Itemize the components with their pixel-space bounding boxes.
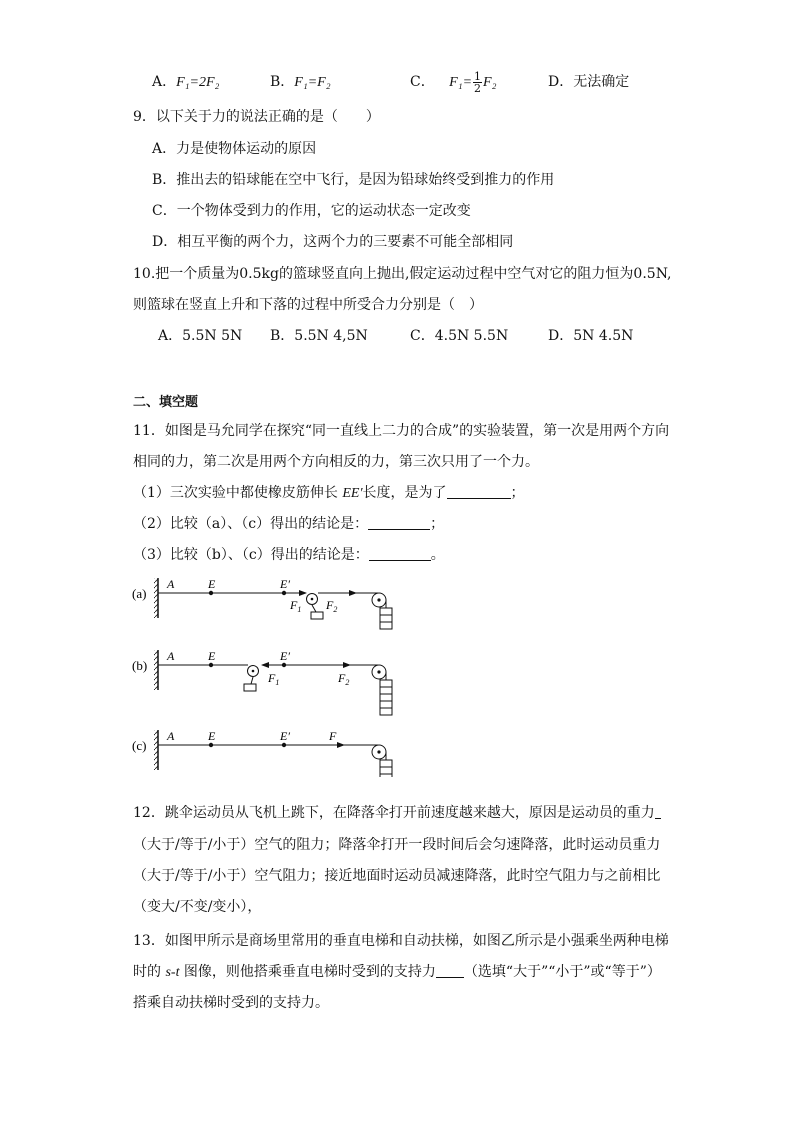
q12-line2: （大于/等于/小于）空气的阻力；降落伞打开一段时间后会匀速降落，此时运动员重力 — [133, 837, 661, 853]
q13-text: 时的 — [133, 964, 166, 980]
q13-line2 — [133, 962, 661, 983]
weight-block — [380, 708, 392, 715]
q10-stem-line1: 10.把一个质量为0.5kg的篮球竖直向上抛出,假定运动过程中空气对它的阻力恒为0.5N, — [133, 266, 672, 282]
formula: F₂ — [483, 75, 497, 90]
q10-option-b: B．5.5N 4,5N — [270, 328, 368, 344]
q11-sub2 — [133, 514, 444, 534]
q12-line3: （大于/等于/小于）空气阻力；接近地面时运动员减速降落，此时空气阻力与之前相比 — [133, 868, 661, 884]
sub-text: （1）三次实验中都使橡皮筋伸长 — [133, 485, 343, 501]
q10-stem-line2: 则篮球在竖直上升和下落的过程中所受合力分别是（ ） — [133, 297, 483, 313]
q13-line1: 13．如图甲所示是商场里常用的垂直电梯和自动扶梯，如图乙所示是小强乘坐两种电梯 — [133, 933, 669, 949]
option-label: C． — [410, 74, 435, 90]
formula: F₁=2F₂ — [176, 75, 220, 90]
q11-stem-line1: 11．如图是马允同学在探究“同一直线上二力的合成”的实验装置，第一次是用两个方向 — [133, 423, 670, 439]
point-e-prime: E′ — [280, 729, 290, 743]
pulley-axle — [377, 670, 380, 673]
pulley-axle — [377, 750, 380, 753]
q9-stem: 9．以下关于力的说法正确的是（ ） — [133, 109, 380, 125]
point-e: E — [208, 577, 216, 591]
point-e: E — [208, 729, 216, 743]
punct: 。 — [430, 547, 445, 563]
punct: ； — [510, 485, 525, 501]
weight-block — [244, 684, 256, 691]
answer-blank[interactable] — [655, 804, 661, 819]
point-e-prime: E′ — [280, 649, 290, 663]
q11-stem-line2: 相同的力，第二次是用两个方向相反的力，第三次只用了一个力。 — [133, 454, 539, 470]
pulley-axle — [311, 598, 314, 601]
option-text: 无法确定 — [573, 74, 630, 90]
fraction — [473, 71, 482, 94]
weight-block — [380, 701, 392, 708]
option-label: B． — [270, 74, 295, 90]
q9-option-c: C．一个物体受到力的作用，它的运动状态一定改变 — [152, 203, 471, 219]
answer-blank[interactable] — [436, 963, 464, 978]
hook — [312, 605, 316, 612]
q13-text: 图像，则他搭乘垂直电梯时受到的支持力 — [179, 964, 436, 980]
q9-option-a: A．力是使物体运动的原因 — [152, 141, 317, 157]
sub-text: （3）比较（b）、（c）得出的结论是： — [133, 547, 369, 563]
q12-text: 12．跳伞运动员从飞机上跳下，在降落伞打开前速度越来越大，原因是运动员的重力 — [133, 805, 655, 821]
weight-block — [380, 767, 392, 774]
option-label: D． — [548, 74, 574, 90]
q8-option-a — [152, 72, 219, 93]
punct: ； — [430, 516, 445, 532]
figure-b — [132, 649, 392, 715]
point-e-dot — [209, 743, 213, 747]
answer-blank[interactable] — [447, 484, 511, 499]
sub-text: 长度，是为了 — [362, 485, 447, 501]
answer-blank[interactable] — [369, 546, 431, 561]
pulley-axle — [377, 598, 380, 601]
q9-option-d: D．相互平衡的两个力，这两个力的三要素不可能全部相同 — [152, 234, 514, 250]
point-e-prime: E′ — [280, 577, 290, 591]
weight-block — [380, 622, 392, 629]
variable: s-t — [165, 965, 180, 980]
weight-block — [380, 608, 392, 615]
q10-option-c: C．4.5N 5.5N — [410, 328, 509, 344]
label-f2: $F_2$ — [326, 598, 338, 614]
q11-sub3 — [133, 545, 445, 565]
weight-block — [380, 680, 392, 687]
label-f: F — [329, 729, 337, 743]
formula: F₁= — [449, 75, 473, 90]
variable: EE′ — [342, 486, 363, 501]
weight-block — [380, 774, 392, 777]
q10-option-a: A．5.5N 5N — [158, 328, 243, 344]
figure-c — [132, 729, 392, 777]
force-experiment-figure — [130, 572, 410, 777]
point-a: A — [167, 577, 175, 591]
section-title: 二、填空题 — [133, 395, 199, 410]
point-a: A — [167, 729, 175, 743]
pulley-axle — [252, 670, 255, 673]
label-f1: $F_1$ — [268, 671, 280, 687]
answer-blank[interactable] — [368, 515, 430, 530]
formula: F₁=F₂ — [294, 75, 331, 90]
q8-option-d — [548, 72, 629, 92]
point-a: A — [167, 649, 175, 663]
point-e: E — [208, 649, 216, 663]
weight-block — [380, 760, 392, 767]
weight-block — [380, 694, 392, 701]
q10-option-d: D．5N 4.5N — [548, 328, 634, 344]
q12-line4: （变大/不变/变小）， — [133, 899, 262, 915]
figure-a-label: (a) — [132, 586, 147, 601]
option-label: A． — [152, 74, 177, 90]
q11-sub1 — [133, 483, 525, 504]
figure-b-label: (b) — [132, 658, 148, 673]
sub-text: （2）比较（a）、（c）得出的结论是： — [133, 516, 369, 532]
denominator: 2 — [474, 81, 482, 95]
q13-line3: 搭乘自动扶梯时受到的支持力。 — [133, 995, 329, 1011]
weight-block — [380, 687, 392, 694]
q13-text: （选填“大于”“小于”或“等于”） — [463, 964, 661, 980]
weight-block — [380, 615, 392, 622]
numerator: 1 — [474, 69, 482, 83]
q8-option-c — [410, 68, 496, 97]
q9-option-b: B．推出去的铅球能在空中飞行，是因为铅球始终受到推力的作用 — [152, 172, 555, 188]
q12-line1 — [133, 803, 661, 823]
label-f2: $F_2$ — [338, 671, 350, 687]
label-f1: $F_1$ — [290, 598, 302, 614]
figure-a — [132, 577, 392, 629]
point-e-dot — [209, 663, 213, 667]
point-e-dot — [209, 591, 213, 595]
q8-option-b — [270, 72, 331, 93]
weight-block — [311, 612, 323, 619]
figure-c-label: (c) — [132, 738, 147, 753]
hook — [251, 677, 253, 684]
